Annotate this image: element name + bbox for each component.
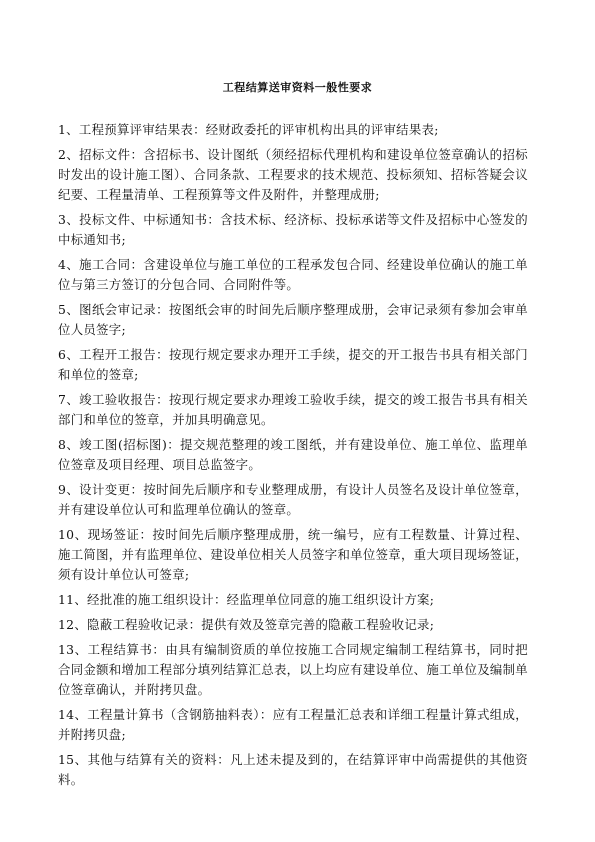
requirements-list <box>58 120 528 795</box>
list-item: 11、经批准的施工组织设计：经监理单位同意的施工组织设计方案; <box>58 592 435 607</box>
list-item: 7、竣工验收报告：按现行规定要求办理竣工验收手续，提交的竣工报告书具有相关部门和单位的签章，并加具明确意见。 <box>58 392 528 427</box>
list-item: 10、现场签证：按时间先后顺序整理成册，统一编号，应有工程数量、计算过程、施工简图，并有监理单位、建设单位相关人员签字和单位签章，重大项目现场签证，须有设计单位认可签章; <box>58 527 528 582</box>
list-item: 2、招标文件：含招标书、设计图纸（须经招标代理机构和建设单位签章确认的招标时发出的设计施工图）、合同条款、工程要求的技术规范、投标须知、招标答疑会议纪要、工程量清单、工程预算等文件及附件，并整理成册; <box>58 147 528 202</box>
list-item: 13、工程结算书：由具有编制资质的单位按施工合同规定编制工程结算书，同时把合同金额和增加工程部分填列结算汇总表，以上均应有建设单位、施工单位及编制单位签章确认，并附拷贝盘。 <box>58 642 528 697</box>
list-item: 5、图纸会审记录：按图纸会审的时间先后顺序整理成册，会审记录须有参加会审单位人员签字; <box>58 302 528 337</box>
list-item: 1、工程预算评审结果表：经财政委托的评审机构出具的评审结果表; <box>58 122 439 137</box>
list-item: 4、施工合同：含建设单位与施工单位的工程承发包合同、经建设单位确认的施工单位与第三方签订的分包合同、合同附件等。 <box>58 257 528 292</box>
list-item: 8、竣工图(招标图)：提交规范整理的竣工图纸，并有建设单位、施工单位、监理单位签章及项目经理、项目总监签字。 <box>58 437 528 472</box>
list-item: 6、工程开工报告：按现行规定要求办理开工手续，提交的开工报告书具有相关部门和单位的签章; <box>58 347 528 382</box>
list-item: 14、工程量计算书（含钢筋抽料表）：应有工程量汇总表和详细工程量计算式组成，并附拷贝盘; <box>58 707 528 742</box>
list-item: 12、隐蔽工程验收记录：提供有效及签章完善的隐蔽工程验收记录; <box>58 617 435 632</box>
document-title: 工程结算送审资料一般性要求 <box>222 81 373 94</box>
list-item: 15、其他与结算有关的资料：凡上述未提及到的，在结算评审中尚需提供的其他资料。 <box>58 752 528 787</box>
list-item: 3、投标文件、中标通知书：含技术标、经济标、投标承诺等文件及招标中心签发的中标通知书; <box>58 212 528 247</box>
list-item: 9、设计变更：按时间先后顺序和专业整理成册，有设计人员签名及设计单位签章，并有建设单位认可和监理单位确认的签章。 <box>58 482 528 517</box>
